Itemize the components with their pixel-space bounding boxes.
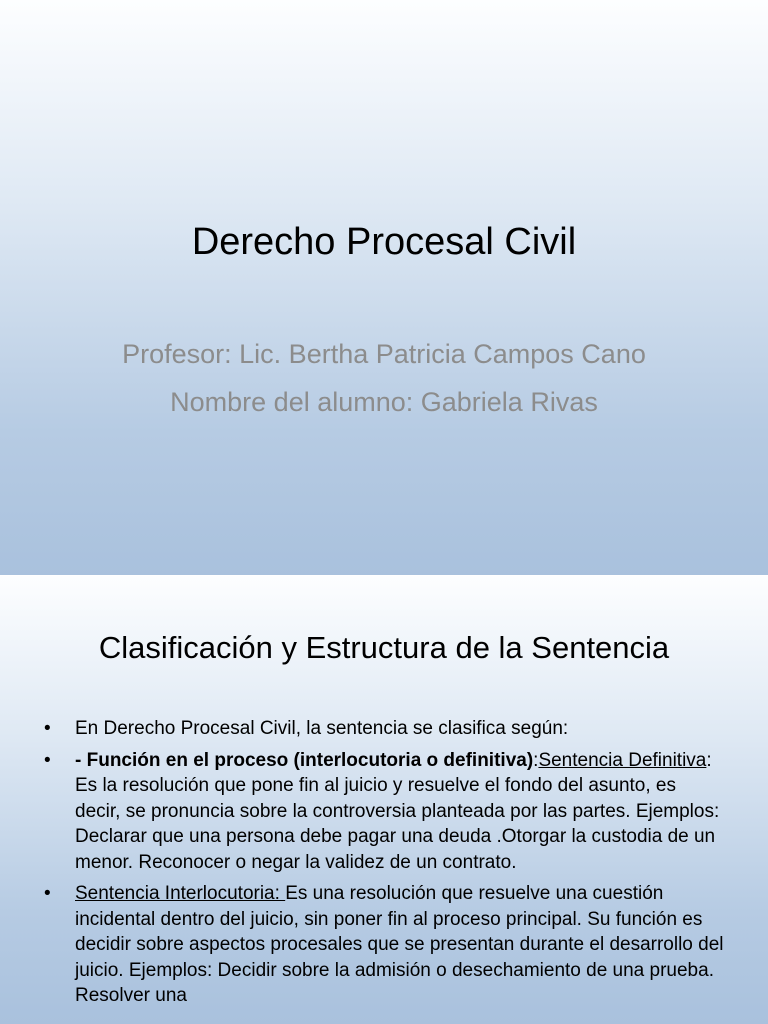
bullet-item bbox=[44, 716, 724, 742]
bullet-marker: • bbox=[44, 749, 51, 771]
professor-line: Profesor: Lic. Bertha Patricia Campos Cano bbox=[122, 339, 646, 369]
bullet-item bbox=[44, 748, 724, 876]
slide-title: Derecho Procesal Civil bbox=[191, 221, 577, 263]
bullet-item bbox=[44, 881, 724, 1009]
bullet-underlined-text: Sentencia Definitiva bbox=[538, 749, 707, 771]
bullet-text: En Derecho Procesal Civil, la sentencia se clasifica según: bbox=[75, 718, 569, 739]
bullet-list bbox=[44, 716, 724, 1015]
bullet-text: : Es la resolución que pone fin al juicio y resuelve el fondo del asunto, es decir, se pronuncia sobre la controversia planteada por las partes. Ejemplos: Declarar que una persona debe pagar una deuda .Otorgar la custodia de un menor. Reconocer o negar la validez de un contrato. bbox=[75, 749, 720, 873]
slide-subtitle bbox=[100, 334, 668, 430]
content-slide-title: Clasificación y Estructura de la Sentencia bbox=[98, 630, 670, 665]
bullet-bold-text: - Función en el proceso (interlocutoria o definitiva) bbox=[75, 749, 534, 771]
bullet-underlined-text: Sentencia Interlocutoria: bbox=[75, 883, 286, 904]
bullet-text: Es una resolución que resuelve una cuestión incidental dentro del juicio, sin poner fin al proceso principal. Su función es decidir sobre aspectos procesales que se presentan durante el desarrollo del juicio. Ejemplos: Decidir sobre la admisión o desechamiento de una prueba. Resolver una bbox=[75, 883, 724, 1006]
bullet-marker: • bbox=[44, 718, 51, 739]
bullet-colon: : bbox=[533, 749, 539, 771]
content-slide bbox=[0, 576, 768, 1024]
bullet-marker: • bbox=[44, 883, 51, 904]
student-line: Nombre del alumno: Gabriela Rivas bbox=[170, 387, 598, 417]
